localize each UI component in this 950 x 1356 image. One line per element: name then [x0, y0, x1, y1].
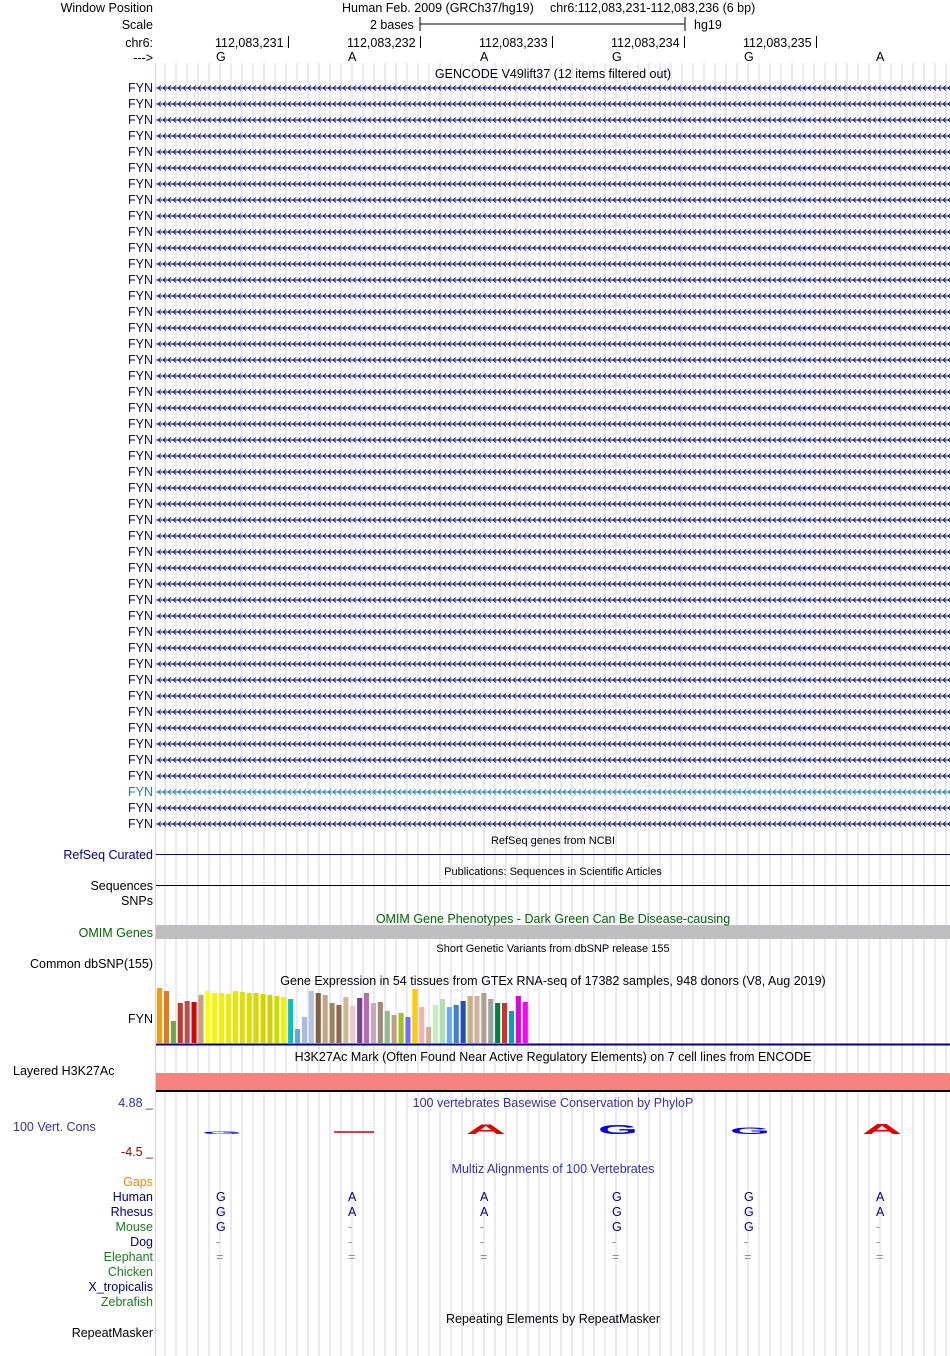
alignment-base: G — [744, 1190, 754, 1204]
publications-track-title: Publications: Sequences in Scientific Articles — [444, 866, 662, 878]
alignment-base: A — [876, 1205, 885, 1219]
multiz-species-label[interactable]: X_tropicalis — [88, 1280, 153, 1294]
gene-label[interactable]: FYN — [128, 81, 153, 95]
gtex-tissue-bar — [350, 1006, 355, 1043]
gencode-transcript-row[interactable] — [0, 256, 950, 272]
gtex-tissue-bar — [419, 1007, 424, 1043]
gene-label[interactable]: FYN — [128, 465, 153, 479]
gencode-transcript-row[interactable] — [0, 224, 950, 240]
gene-label[interactable]: FYN — [128, 321, 153, 335]
gene-label[interactable]: FYN — [128, 449, 153, 463]
gencode-transcript-row[interactable] — [0, 624, 950, 640]
gene-label[interactable]: FYN — [128, 433, 153, 447]
gencode-transcript-row[interactable] — [0, 720, 950, 736]
h3k27ac-track-title: H3K27Ac Mark (Often Found Near Active Regulatory Elements) on 7 cell lines from ENCODE — [294, 1050, 812, 1064]
gencode-transcript-row[interactable] — [0, 800, 950, 816]
gene-label[interactable]: FYN — [128, 369, 153, 383]
gtex-tissue-bar — [488, 999, 493, 1043]
gencode-transcript-row[interactable] — [0, 176, 950, 192]
base-letter: A — [876, 50, 885, 64]
gencode-transcript-row[interactable] — [0, 416, 950, 432]
gencode-transcript-row[interactable] — [0, 128, 950, 144]
gene-label[interactable]: FYN — [128, 785, 153, 799]
multiz-species-label[interactable]: Elephant — [103, 1250, 153, 1264]
gtex-tissue-bar — [219, 993, 224, 1043]
gtex-tissue-bar — [212, 993, 217, 1043]
gene-label[interactable]: FYN — [128, 641, 153, 655]
coord-tick-label: 112,083,233 — [479, 36, 548, 50]
gencode-transcript-row[interactable] — [0, 656, 950, 672]
gtex-tissue-bar — [316, 993, 321, 1043]
gencode-track-title: GENCODE V49lift37 (12 items filtered out) — [434, 67, 672, 81]
gene-label[interactable]: FYN — [128, 193, 153, 207]
gencode-transcript-row[interactable] — [0, 112, 950, 128]
gtex-tissue-bar — [447, 1007, 452, 1043]
gene-label[interactable]: FYN — [128, 129, 153, 143]
snps-track-label[interactable]: SNPs — [121, 894, 153, 908]
dbsnp-track-label[interactable]: Common dbSNP(155) — [30, 957, 153, 971]
gtex-tissue-bar — [509, 1011, 514, 1043]
gencode-transcript-row[interactable] — [0, 368, 950, 384]
gene-label[interactable]: FYN — [128, 609, 153, 623]
alignment-base: - — [876, 1220, 881, 1234]
alignment-base: G — [216, 1190, 226, 1204]
alignment-base: = — [612, 1250, 620, 1264]
gene-label[interactable]: FYN — [128, 737, 153, 751]
gtex-tissue-bar — [233, 991, 238, 1043]
h3k27ac-signal — [156, 1073, 950, 1090]
alignment-base: A — [348, 1190, 357, 1204]
alignment-base: A — [480, 1190, 489, 1204]
cons-base-logo: G — [730, 1126, 770, 1137]
gencode-transcript-row[interactable] — [0, 816, 950, 832]
alignment-base: - — [612, 1235, 617, 1249]
gencode-transcript-row[interactable] — [0, 608, 950, 624]
alignment-base: G — [744, 1205, 754, 1219]
base-letter: G — [744, 50, 754, 64]
gene-label[interactable]: FYN — [128, 673, 153, 687]
gencode-transcript-row[interactable] — [0, 496, 950, 512]
alignment-base: - — [876, 1235, 881, 1249]
omim-track-title: OMIM Gene Phenotypes - Dark Green Can Be Disease-causing — [375, 912, 731, 926]
gtex-tissue-bar — [185, 1001, 190, 1043]
gtex-tissue-bar — [454, 1005, 459, 1043]
multiz-species-label[interactable]: Zebrafish — [100, 1295, 153, 1309]
gencode-transcript-row[interactable] — [0, 304, 950, 320]
gtex-track-title: Gene Expression in 54 tissues from GTEx RNA-seq of 17382 samples, 948 donors (V8, Aug 2019) — [280, 974, 826, 988]
gene-label[interactable]: FYN — [128, 657, 153, 671]
gene-label[interactable]: FYN — [128, 689, 153, 703]
gtex-tissue-bar — [302, 1017, 307, 1043]
alignment-base: - — [480, 1220, 485, 1234]
alignment-base: A — [480, 1205, 489, 1219]
refseq-track-title: RefSeq genes from NCBI — [490, 835, 616, 847]
gene-label[interactable]: FYN — [128, 145, 153, 159]
gene-label[interactable]: FYN — [128, 481, 153, 495]
gene-label[interactable]: FYN — [128, 401, 153, 415]
gtex-tissue-bar — [371, 1003, 376, 1043]
gtex-tissue-bar — [261, 994, 266, 1043]
gtex-tissue-bar — [281, 997, 286, 1043]
gencode-transcript-row[interactable] — [0, 752, 950, 768]
gene-label[interactable]: FYN — [128, 529, 153, 543]
gene-label[interactable]: FYN — [128, 769, 153, 783]
gene-label[interactable]: FYN — [128, 817, 153, 831]
gtex-tissue-bar — [295, 1029, 300, 1043]
gencode-transcript-row[interactable] — [0, 336, 950, 352]
gencode-transcript-row[interactable] — [0, 688, 950, 704]
gencode-transcript-row[interactable] — [0, 400, 950, 416]
gene-label[interactable]: FYN — [128, 721, 153, 735]
gencode-transcript-row[interactable] — [0, 704, 950, 720]
alignment-base: G — [216, 1205, 226, 1219]
alignment-base: - — [480, 1235, 485, 1249]
gencode-transcript-row[interactable] — [0, 480, 950, 496]
gtex-tissue-bar — [378, 1002, 383, 1043]
gencode-transcript-row[interactable] — [0, 384, 950, 400]
gene-label[interactable]: FYN — [128, 705, 153, 719]
gene-label[interactable]: FYN — [128, 417, 153, 431]
gtex-tissue-bar — [426, 1027, 431, 1043]
cons-min-label: -4.5 _ — [121, 1145, 153, 1159]
cons-base-logo: G — [202, 1131, 251, 1135]
gencode-transcript-row[interactable] — [0, 512, 950, 528]
gencode-transcript-row[interactable] — [0, 448, 950, 464]
alignment-base: - — [216, 1235, 221, 1249]
gene-label[interactable]: FYN — [128, 577, 153, 591]
gene-label[interactable]: FYN — [128, 593, 153, 607]
gencode-transcript-row[interactable] — [0, 544, 950, 560]
multiz-species-label[interactable]: Mouse — [115, 1220, 153, 1234]
coord-tick-label: 112,083,235 — [743, 36, 812, 50]
chrom-label: chr6: — [125, 36, 153, 50]
gtex-tissue-bar — [481, 993, 486, 1043]
multiz-species-label[interactable]: Dog — [130, 1235, 153, 1249]
window-coordinates: chr6:112,083,231-112,083,236 (6 bp) — [550, 1, 756, 15]
gtex-tissue-bar — [385, 1011, 390, 1043]
coord-tick-label: 112,083,234 — [611, 36, 680, 50]
gene-label[interactable]: FYN — [128, 209, 153, 223]
gene-label[interactable]: FYN — [128, 561, 153, 575]
gencode-transcript-row[interactable] — [0, 352, 950, 368]
publications-track-label[interactable]: Sequences — [90, 879, 153, 893]
gtex-tissue-bar — [412, 989, 417, 1043]
multiz-species-label[interactable]: Rhesus — [110, 1205, 153, 1219]
gtex-tissue-bar — [523, 1002, 528, 1043]
gtex-tissue-bar — [267, 995, 272, 1043]
cons-base-logo: A — [466, 1122, 507, 1137]
gene-label[interactable]: FYN — [128, 161, 153, 175]
gtex-tissue-bar — [433, 1005, 438, 1043]
gencode-transcript-row[interactable] — [0, 560, 950, 576]
gtex-tissue-bar — [461, 1001, 466, 1043]
gencode-transcript-row[interactable] — [0, 320, 950, 336]
gtex-tissue-bar — [157, 988, 162, 1043]
gencode-transcript-row[interactable] — [0, 160, 950, 176]
gene-label[interactable]: FYN — [128, 273, 153, 287]
alignment-base: G — [612, 1190, 622, 1204]
gencode-transcript-row[interactable] — [0, 736, 950, 752]
strand-label: ---> — [133, 51, 153, 65]
gene-label[interactable]: FYN — [128, 385, 153, 399]
gene-label[interactable]: FYN — [128, 225, 153, 239]
alignment-base: - — [744, 1235, 749, 1249]
gencode-transcript-row[interactable] — [0, 144, 950, 160]
coord-tick-label: 112,083,232 — [347, 36, 416, 50]
gtex-tissue-bar — [468, 996, 473, 1043]
scale-db: hg19 — [694, 18, 722, 32]
base-letter: A — [348, 50, 357, 64]
gencode-transcript-row[interactable] — [0, 432, 950, 448]
cons-max-label: 4.88 _ — [118, 1096, 153, 1110]
gencode-transcript-row[interactable] — [0, 240, 950, 256]
gtex-tissue-bar — [205, 991, 210, 1043]
alignment-base: G — [216, 1220, 226, 1234]
multiz-species-label[interactable]: Human — [112, 1190, 153, 1204]
repeatmasker-track-label[interactable]: RepeatMasker — [71, 1326, 153, 1340]
dbsnp-track-title: Short Genetic Variants from dbSNP release 155 — [436, 943, 670, 955]
gencode-transcript-row[interactable] — [0, 80, 950, 96]
repeatmasker-track-title: Repeating Elements by RepeatMasker — [445, 1312, 660, 1326]
h3k27ac-track-label[interactable]: Layered H3K27Ac — [13, 1064, 115, 1078]
gene-label[interactable]: FYN — [128, 625, 153, 639]
gene-label[interactable]: FYN — [128, 353, 153, 367]
gtex-tissue-bar — [440, 999, 445, 1043]
gene-label[interactable]: FYN — [128, 497, 153, 511]
gencode-transcript-row[interactable] — [0, 640, 950, 656]
gtex-tissue-bar — [474, 996, 479, 1043]
scale-text: 2 bases — [370, 18, 414, 32]
coord-tick-label: 112,083,231 — [215, 36, 284, 50]
gene-label[interactable]: FYN — [128, 545, 153, 559]
gene-label[interactable]: FYN — [128, 305, 153, 319]
gtex-tissue-bar — [309, 991, 314, 1043]
gene-label[interactable]: FYN — [128, 289, 153, 303]
gtex-tissue-bar — [226, 994, 231, 1043]
gencode-transcript-row[interactable] — [0, 768, 950, 784]
multiz-species-label[interactable]: Chicken — [107, 1265, 153, 1279]
base-letter: A — [480, 50, 489, 64]
alignment-base: = — [876, 1250, 884, 1264]
gencode-transcript-row[interactable] — [0, 192, 950, 208]
gtex-tissue-bar — [240, 992, 245, 1043]
gencode-transcript-row[interactable] — [0, 288, 950, 304]
alignment-base: A — [876, 1190, 885, 1204]
window-position-label: Window Position — [60, 1, 153, 15]
gtex-tissue-bar — [254, 993, 259, 1043]
alignment-base: G — [612, 1220, 622, 1234]
gtex-tissue-bar — [330, 1003, 335, 1043]
gtex-track-label[interactable]: FYN — [128, 1012, 153, 1026]
alignment-base: = — [216, 1250, 224, 1264]
gtex-tissue-bar — [247, 993, 252, 1043]
alignment-base: = — [744, 1250, 752, 1264]
gtex-tissue-bar — [288, 999, 293, 1043]
gtex-tissue-bar — [323, 995, 328, 1043]
gene-label[interactable]: FYN — [128, 177, 153, 191]
gtex-tissue-bar — [516, 996, 521, 1043]
gtex-tissue-bar — [364, 993, 369, 1043]
multiz-track-title: Multiz Alignments of 100 Vertebrates — [451, 1162, 655, 1176]
gencode-transcript-row[interactable] — [0, 96, 950, 112]
gencode-transcript-row[interactable] — [0, 272, 950, 288]
gtex-tissue-bar — [164, 991, 169, 1043]
gtex-tissue-bar — [171, 1021, 176, 1043]
gtex-tissue-bar — [198, 995, 203, 1043]
multiz-species-label[interactable]: Gaps — [123, 1175, 153, 1189]
gtex-tissue-bar — [192, 1002, 197, 1043]
alignment-base: - — [348, 1220, 353, 1234]
alignment-base: G — [612, 1205, 622, 1219]
alignment-base: - — [348, 1235, 353, 1249]
gtex-tissue-bar — [399, 1013, 404, 1043]
cons-base-logo: A — [862, 1121, 903, 1138]
gencode-transcript-row[interactable] — [0, 576, 950, 592]
alignment-base: = — [480, 1250, 488, 1264]
gene-label[interactable]: FYN — [128, 113, 153, 127]
alignment-base: = — [348, 1250, 356, 1264]
gene-label[interactable]: FYN — [128, 337, 153, 351]
gtex-tissue-bar — [274, 996, 279, 1043]
gencode-transcript-row[interactable] — [0, 784, 950, 800]
gencode-transcript-row[interactable] — [0, 208, 950, 224]
gene-label[interactable]: FYN — [128, 753, 153, 767]
gtex-tissue-bar — [178, 1003, 183, 1043]
gencode-transcript-row[interactable] — [0, 464, 950, 480]
gene-label[interactable]: FYN — [128, 97, 153, 111]
gtex-tissue-bar — [405, 1017, 410, 1043]
gtex-tissue-bar — [495, 1003, 500, 1043]
gtex-tissue-bar — [357, 998, 362, 1043]
scale-label: Scale — [121, 18, 153, 32]
gtex-tissue-bar — [343, 997, 348, 1043]
gene-label[interactable]: FYN — [128, 513, 153, 527]
gtex-tissue-bar — [392, 1015, 397, 1043]
alignment-base: G — [744, 1220, 754, 1234]
gene-label[interactable]: FYN — [128, 241, 153, 255]
cons-track-label[interactable]: 100 Vert. Cons — [13, 1120, 96, 1134]
gtex-tissue-bar — [502, 1003, 507, 1043]
gtex-tissue-bar — [336, 1005, 341, 1043]
gene-label[interactable]: FYN — [128, 257, 153, 271]
gencode-transcript-row[interactable] — [0, 672, 950, 688]
refseq-track-label[interactable]: RefSeq Curated — [63, 848, 153, 862]
gencode-transcript-row[interactable] — [0, 592, 950, 608]
gene-label[interactable]: FYN — [128, 801, 153, 815]
omim-track-label[interactable]: OMIM Genes — [78, 926, 153, 940]
gencode-transcript-row[interactable] — [0, 528, 950, 544]
cons-track-title: 100 vertebrates Basewise Conservation by PhyloP — [412, 1096, 694, 1110]
base-letter: G — [216, 50, 226, 64]
alignment-base: A — [348, 1205, 357, 1219]
omim-feature-bar — [156, 925, 950, 939]
cons-base-logo: G — [598, 1122, 639, 1137]
assembly-name: Human Feb. 2009 (GRCh37/hg19) — [342, 1, 534, 15]
base-letter: G — [612, 50, 622, 64]
